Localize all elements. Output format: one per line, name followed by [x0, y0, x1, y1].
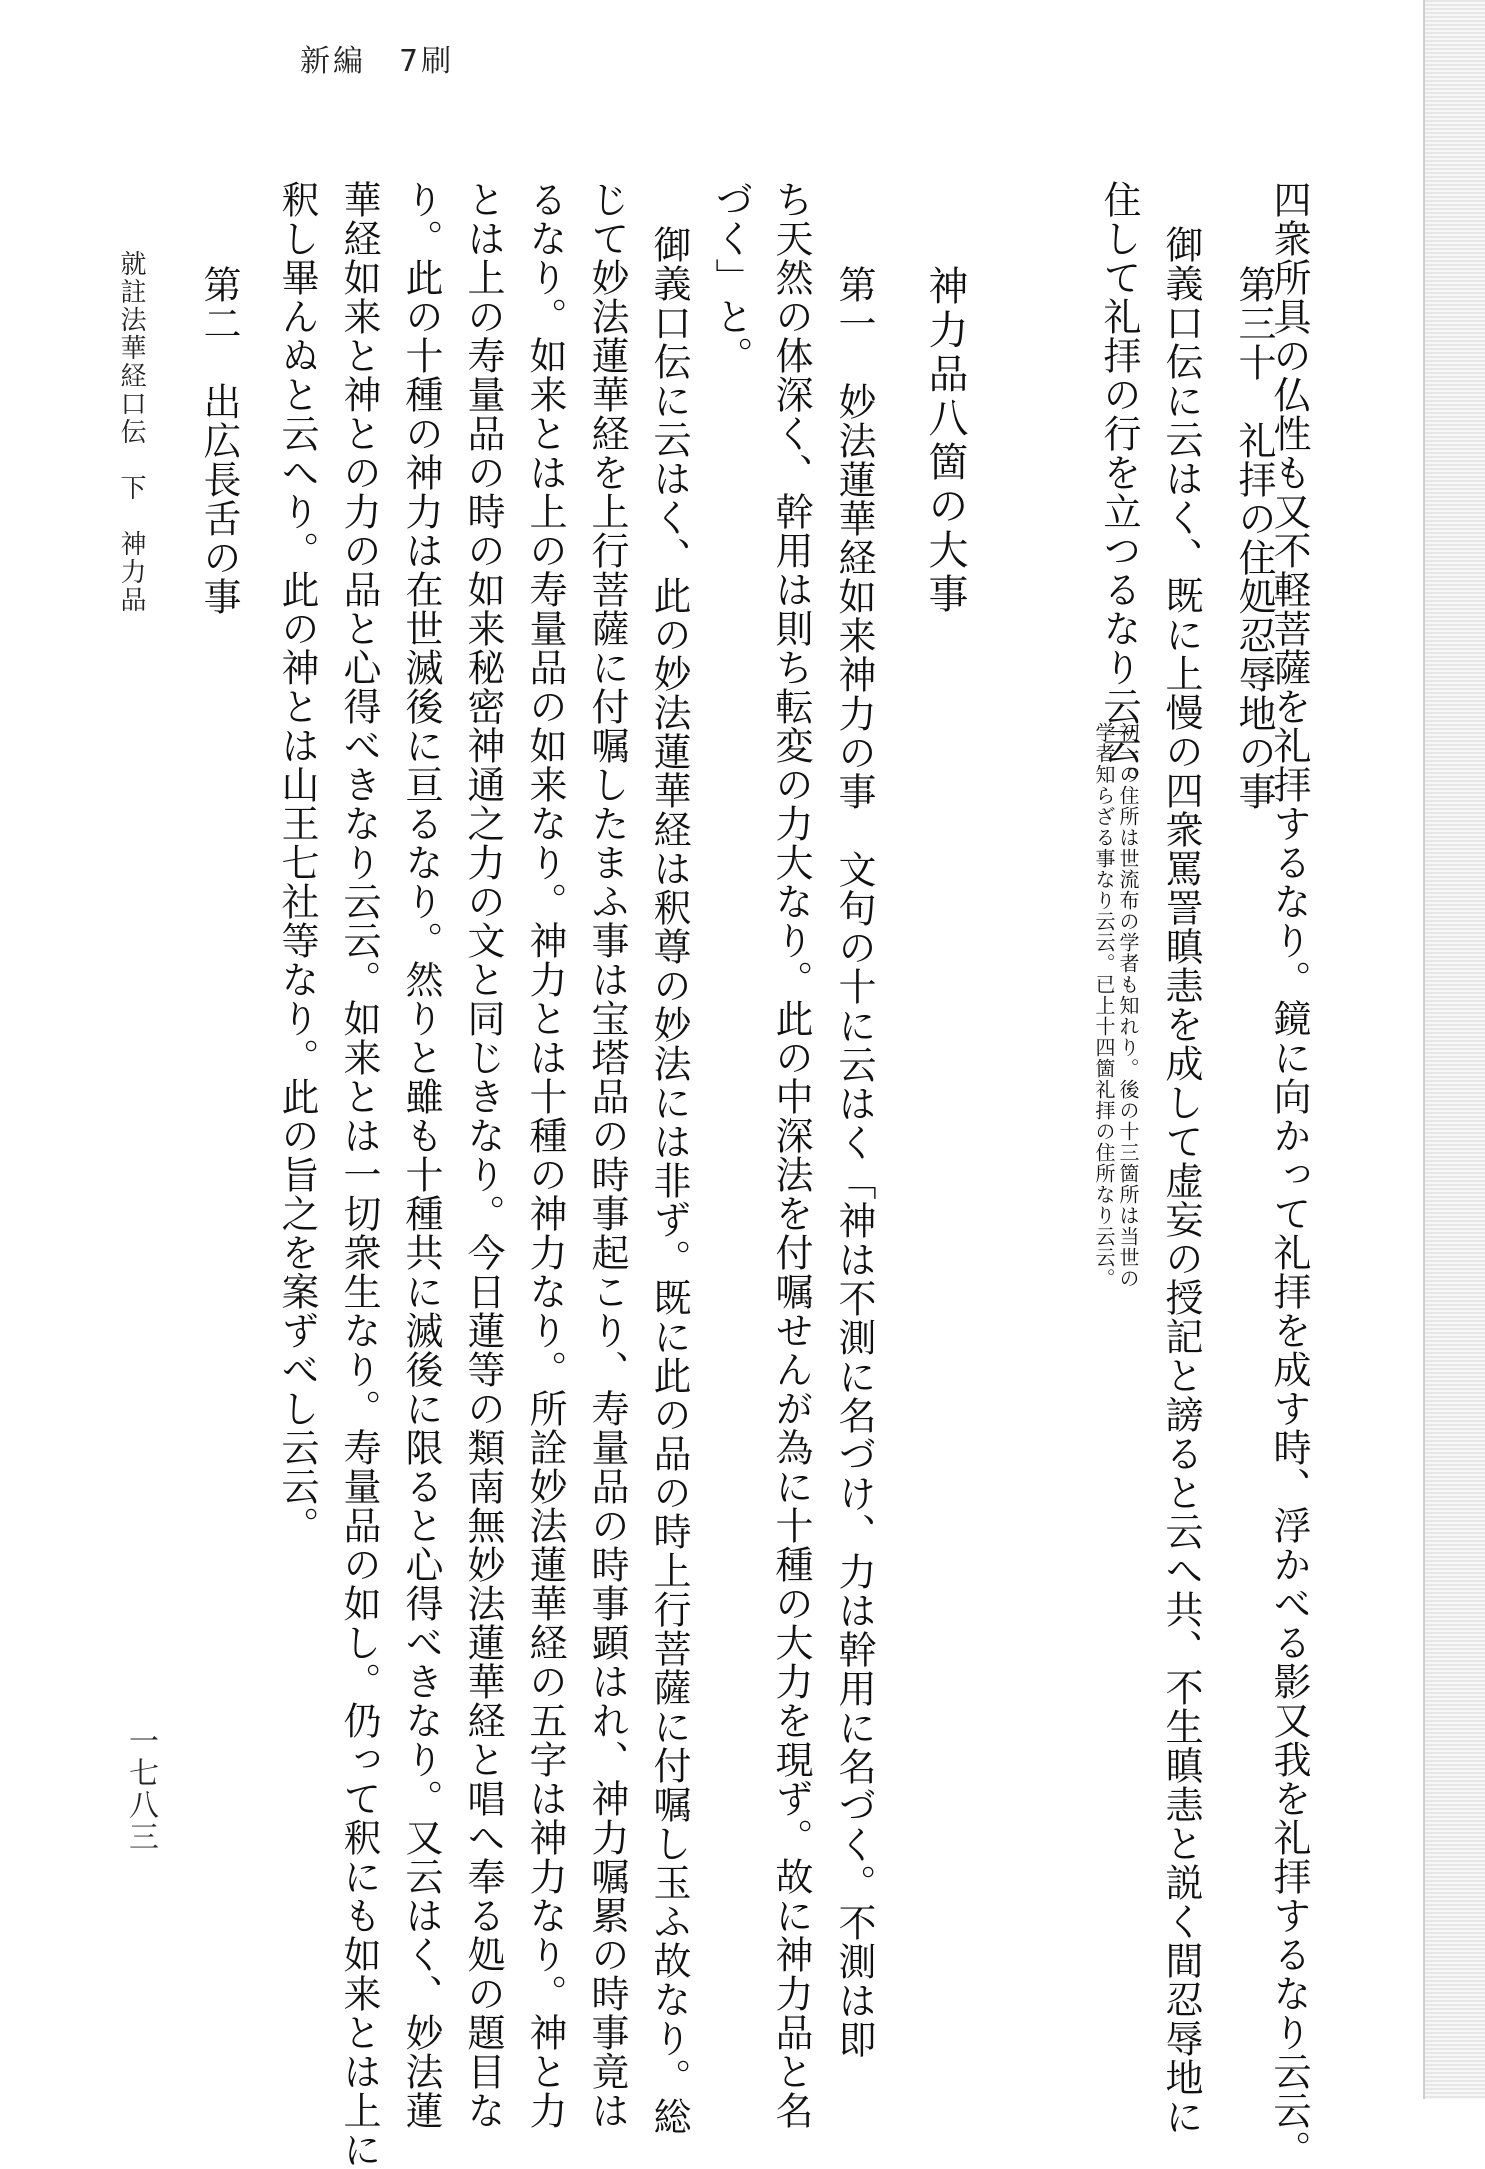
- text-column: り。此の十種の神力は在世滅後に亘るなり。然りと雖も十種共に滅後に限ると心得べきなり。又云はく、妙法蓮: [399, 180, 443, 2130]
- text-column: ち天然の体深く、幹用は則ち転変の力大なり。此の中深法を付嘱せんが為に十種の大力を現ず。故に神力品と名: [769, 180, 813, 2130]
- note-column: 初一の住所は世流布の学者も知れり。後の十三箇所は当世の: [1116, 722, 1140, 1289]
- text-column: 華経如来と神との力の品と心得べきなり云云。如来とは一切衆生なり。寿量品の如し。仍って釈にも如来とは上に: [337, 180, 381, 2169]
- running-footer: 就註法華経口伝 下 神力品: [116, 250, 146, 614]
- note-column: 学者知らざる事なり云云。已上十四箇礼拝の住所なり云云。: [1092, 722, 1116, 1289]
- text-column: づく」と。: [709, 180, 753, 375]
- text-column: 御義口伝に云はく、此の妙法蓮華経は釈尊の妙法には非ず。既に此の品の時上行菩薩に付嘱し玉ふ故なり。総: [647, 225, 691, 2136]
- page-edge-shadow: [1425, 0, 1485, 2099]
- text-column: じて妙法蓮華経を上行菩薩に付嘱したまふ事は宝塔品の時事起こり、寿量品の時事顕はれ、神力嘱累の時事竟は: [585, 180, 629, 2130]
- text-column: とは上の寿量品の時の如来秘密神通之力の文と同じきなり。今日蓮等の類南無妙法蓮華経と唱へ奉る処の題目な: [461, 180, 505, 2130]
- text-column: 釈し畢んぬと云へり。此の神とは山王七社等なり。此の旨之を案ずべし云云。: [275, 180, 319, 1545]
- text-column: 住して礼拝の行を立つるなり云云。: [1097, 180, 1141, 804]
- section-heading: 神力品八箇の大事: [922, 265, 968, 617]
- text-column: るなり。如来とは上の寿量品の如来なり。神力とは十種の神力なり。所詮妙法蓮華経の五字は神力なり。神と力: [523, 180, 567, 2130]
- text-column: 御義口伝に云はく、既に上慢の四衆罵詈瞋恚を成して虚妄の授記と謗ると云へ共、不生瞋恚と説く間忍辱地に: [1159, 225, 1203, 2136]
- edition-label: 新編 7刷: [300, 44, 455, 79]
- page-number: 一七八三: [123, 1725, 158, 1853]
- section-heading: 第三十 礼拝の住処忍辱地の事: [1232, 265, 1276, 811]
- text-column: 四衆所具の仏性も又不軽菩薩を礼拝するなり。鏡に向かって礼拝を成す時、浮かべる影又我を礼拝するなり云云。: [1267, 180, 1311, 2169]
- section-heading: 第二 出広長舌の事: [197, 265, 241, 616]
- section-heading: 第一 妙法蓮華経如来神力の事 文句の十に云はく「神は不測に名づけ、力は幹用に名づく。不測は即: [832, 265, 876, 2059]
